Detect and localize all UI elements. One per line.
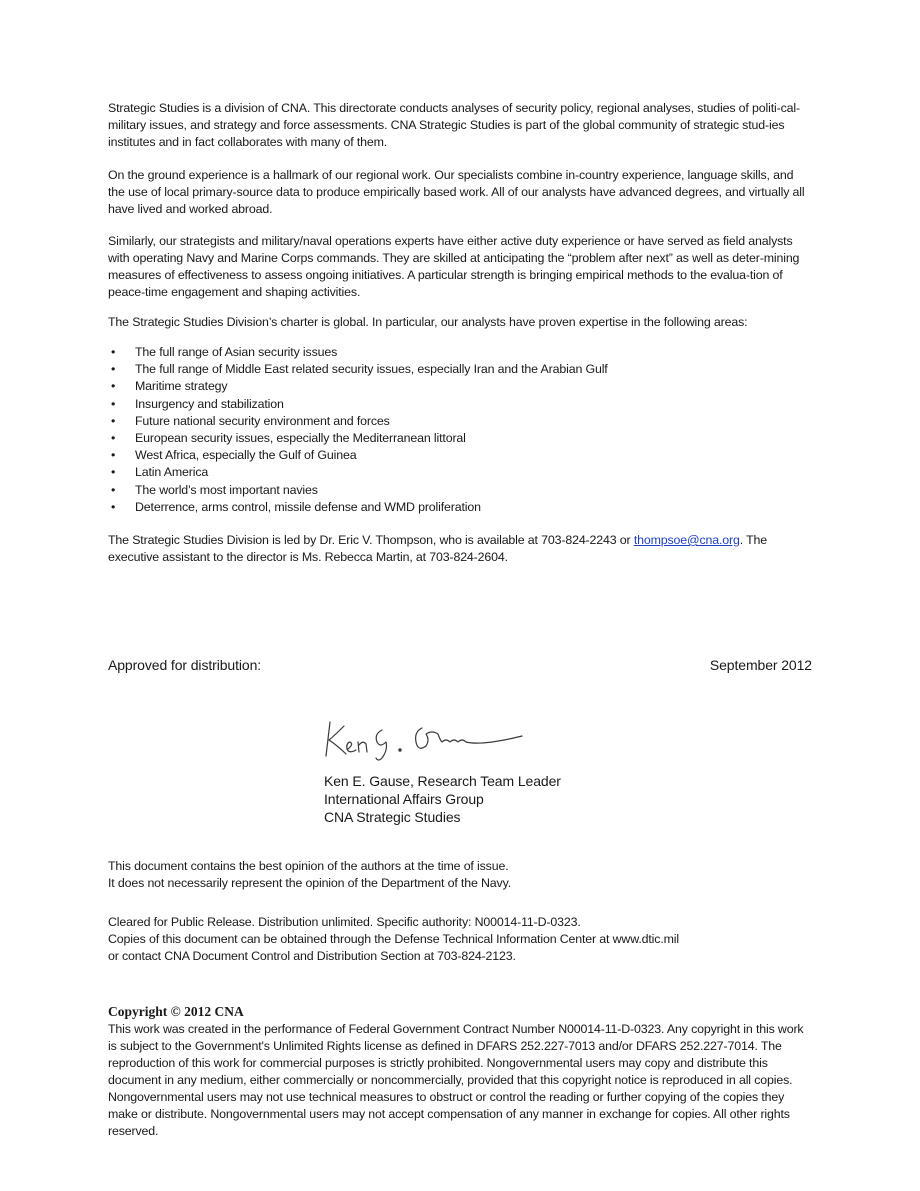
bullet-icon: • bbox=[111, 345, 116, 359]
signer-name: Ken E. Gause, Research Team Leader bbox=[324, 773, 561, 789]
bullet-icon: • bbox=[111, 396, 116, 411]
intro-paragraph-2: On the ground experience is a hallmark of our regional work. Our specialists combine in-country experience, language skills, and the use of local primary-source data to produce empirically based work. All of our analysts have advanced degrees, and virtually all have lived and worked abroad. bbox=[108, 168, 805, 216]
signer-block bbox=[324, 772, 724, 826]
approval-row bbox=[108, 656, 812, 676]
intro-paragraph-4: The Strategic Studies Division’s charter is global. In particular, our analysts have proven expertise in the following areas: bbox=[108, 315, 748, 329]
bullet-icon: • bbox=[111, 413, 116, 428]
signature-image bbox=[322, 716, 532, 762]
copyright-body: This work was created in the performance of Federal Government Contract Number N00014-11-D-0323. Any copyright in this work is subject to the Government's Unlimited Rights license as defined in DFARS 252.227-7013 and/or DFARS 252.227-7014. The reproduction of this work for commercial purposes is strictly prohibited. Nongovernmental users may copy and distribute this document in any medium, either commercially or noncommercially, provided that this copyright notice is reproduced in all copies. Nongovernmental users may not use technical measures to obstruct or control the reading or further copying of the copies they make or distribute. Nongovernmental users may not accept compensation of any manner in exchange for copies. All other rights reserved. bbox=[108, 1022, 804, 1138]
intro-paragraph-1: Strategic Studies is a division of CNA. This directorate conducts analyses of security policy, regional analyses, studies of politi-cal-military issues, and strategy and force assessments. CNA Strategic Studies is part of the global community of strategic stud-ies institutes and in fact collaborates with many of them. bbox=[108, 101, 800, 149]
leadership-paragraph: The Strategic Studies Division is led by Dr. Eric V. Thompson, who is available at 703-824-2243 or thompsoe@cna.org. The executive assistant to the director is Ms. Rebecca Martin, at 703-824-2604. bbox=[108, 533, 767, 564]
list-item: • West Africa, especially the Gulf of Guinea bbox=[111, 448, 357, 463]
bullet-icon: • bbox=[111, 465, 116, 480]
list-item: • Maritime strategy bbox=[111, 379, 228, 394]
approval-date: September 2012 bbox=[709, 657, 812, 673]
list-item: • The full range of Asian security issues bbox=[111, 345, 338, 359]
release-statement: Cleared for Public Release. Distribution unlimited. Specific authority: N00014-11-D-0323. Copies of this document can be obtained through the Defense Technical Information Center at www.dtic.mil or contact CNA Document Control and Distribution Section at 703-824-2123. bbox=[108, 915, 679, 963]
bullet-icon: • bbox=[111, 448, 116, 463]
list-item: • The full range of Middle East related security issues, especially Iran and the Arabian Gulf bbox=[111, 362, 608, 377]
list-item: • Latin America bbox=[111, 465, 209, 480]
bullet-icon: • bbox=[111, 379, 116, 394]
email-link[interactable]: thompsoe@cna.org bbox=[633, 533, 740, 547]
bullet-icon: • bbox=[111, 430, 116, 445]
list-item: • Future national security environment and forces bbox=[111, 413, 390, 428]
intro-paragraph-3: Similarly, our strategists and military/naval operations experts have either active duty experience or have served as field analysts with operating Navy and Marine Corps commands. They are skilled at anticipating the “problem after next” as well as deter-mining measures of effectiveness to assess ongoing initiatives. A particular strength is bringing empirical methods to the evalua-tion of peace-time engagement and shaping activities. bbox=[108, 234, 800, 299]
disclaimer: This document contains the best opinion of the authors at the time of issue. It does not necessarily represent the opinion of the Department of the Navy. bbox=[108, 859, 512, 890]
bullet-icon: • bbox=[111, 499, 116, 514]
signer-org: CNA Strategic Studies bbox=[324, 809, 461, 825]
list-item: • The world’s most important navies bbox=[111, 482, 318, 497]
copyright-title: Copyright © 2012 CNA bbox=[108, 1004, 244, 1019]
signer-group: International Affairs Group bbox=[324, 791, 484, 807]
expertise-list bbox=[108, 344, 812, 516]
list-item: • European security issues, especially the Mediterranean littoral bbox=[111, 430, 466, 445]
approval-label: Approved for distribution: bbox=[108, 657, 262, 673]
bullet-icon: • bbox=[111, 362, 116, 377]
bullet-icon: • bbox=[111, 482, 116, 497]
list-item: • Deterrence, arms control, missile defense and WMD proliferation bbox=[111, 499, 481, 514]
list-item: • Insurgency and stabilization bbox=[111, 396, 284, 411]
